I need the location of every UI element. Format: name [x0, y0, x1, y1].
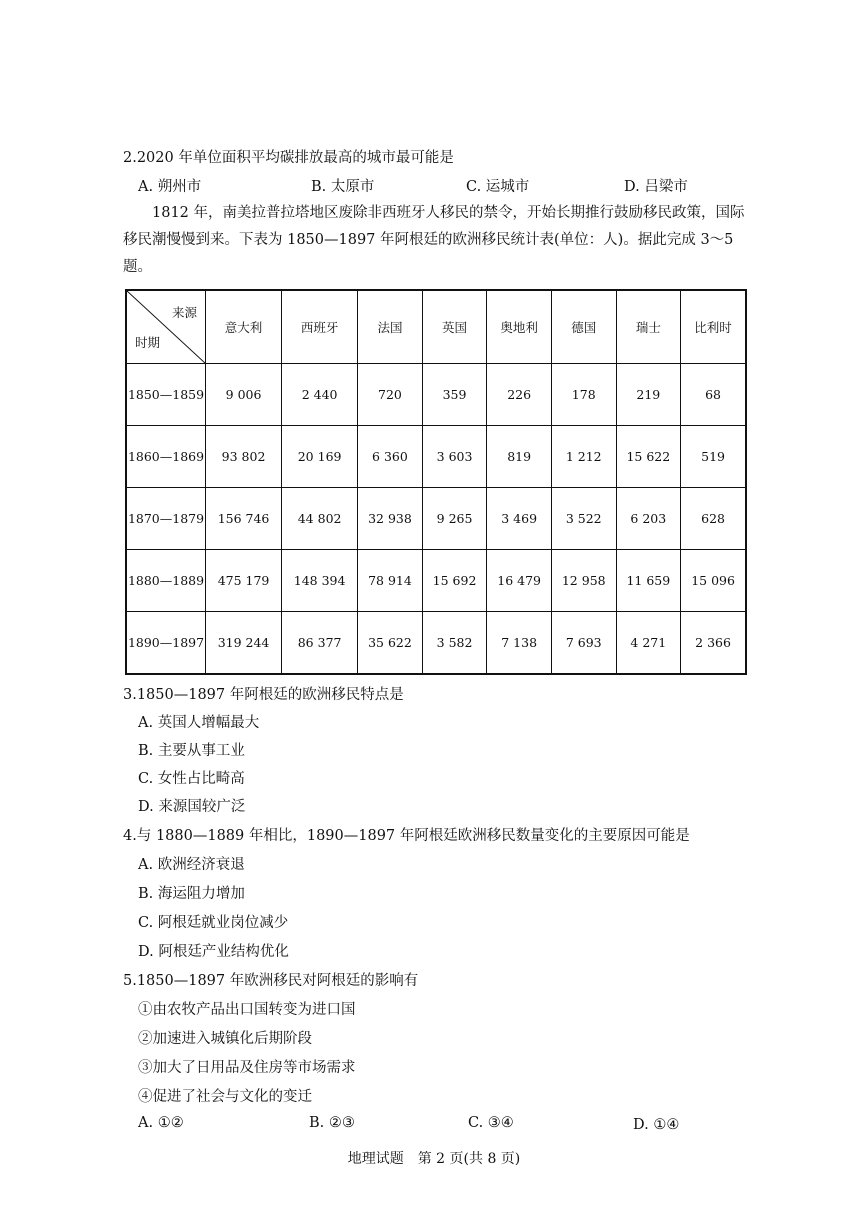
table-cell: 93 802	[206, 426, 282, 488]
table-cell: 219	[616, 364, 681, 426]
table-cell: 2 440	[282, 364, 358, 426]
table-cell: 35 622	[358, 612, 423, 674]
corner-period-label: 时期	[135, 335, 161, 350]
table-row	[126, 426, 746, 488]
table-cell: 78 914	[358, 550, 423, 612]
column-header: 法国	[358, 290, 423, 364]
table-cell: 3 469	[487, 488, 552, 550]
column-header: 意大利	[206, 290, 282, 364]
table-cell: 4 271	[616, 612, 681, 674]
table-cell: 32 938	[358, 488, 423, 550]
period-cell: 1890—1897	[126, 612, 206, 674]
column-header: 德国	[551, 290, 616, 364]
q5-option-a: A. ①②	[138, 1115, 184, 1131]
table-cell: 16 479	[487, 550, 552, 612]
column-header: 比利时	[681, 290, 746, 364]
table-cell: 15 692	[422, 550, 487, 612]
q2-option-d: D. 吕梁市	[624, 179, 688, 195]
diagonal-line	[127, 291, 205, 363]
table-cell: 12 958	[551, 550, 616, 612]
table-header-row	[126, 290, 746, 364]
q3-option-c: C. 女性占比畸高	[138, 771, 245, 787]
q2-option-c: C. 运城市	[466, 179, 530, 195]
column-header: 英国	[422, 290, 487, 364]
q5-item-1: ①由农牧产品出口国转变为进口国	[138, 1002, 356, 1018]
table-cell: 6 360	[358, 426, 423, 488]
q5-option-c: C. ③④	[468, 1115, 514, 1131]
table-cell: 475 179	[206, 550, 282, 612]
passage-text: 1812 年，南美拉普拉塔地区废除非西班牙人移民的禁令，开始长期推行鼓励移民政策，国际移民潮慢慢到来。下表为 1850—1897 年阿根廷的欧洲移民统计表(单位：人)。据此完成 3～5 题。	[123, 205, 745, 275]
table-cell: 9 006	[206, 364, 282, 426]
table-cell: 3 522	[551, 488, 616, 550]
column-header: 奥地利	[487, 290, 552, 364]
table-cell: 178	[551, 364, 616, 426]
q4-option-c: C. 阿根廷就业岗位减少	[138, 915, 289, 931]
table-cell: 6 203	[616, 488, 681, 550]
table-cell: 68	[681, 364, 746, 426]
table-cell: 226	[487, 364, 552, 426]
table-cell: 628	[681, 488, 746, 550]
q5-item-3: ③加大了日用品及住房等市场需求	[138, 1060, 356, 1076]
q5-option-b: B. ②③	[309, 1115, 355, 1131]
period-cell: 1860—1869	[126, 426, 206, 488]
q3-option-b: B. 主要从事工业	[138, 743, 245, 759]
table-cell: 7 693	[551, 612, 616, 674]
q4-option-b: B. 海运阻力增加	[138, 886, 245, 902]
table-cell: 359	[422, 364, 487, 426]
table-cell: 9 265	[422, 488, 487, 550]
q2-option-a: A. 朔州市	[138, 179, 202, 195]
question-5-stem: 5.1850—1897 年欧洲移民对阿根廷的影响有	[123, 973, 419, 989]
q4-option-d: D. 阿根廷产业结构优化	[138, 944, 289, 960]
table-cell: 319 244	[206, 612, 282, 674]
q3-option-a: A. 英国人增幅最大	[138, 715, 260, 731]
corner-source-label: 来源	[171, 305, 197, 320]
table-row	[126, 488, 746, 550]
table-cell: 20 169	[282, 426, 358, 488]
table-cell: 1 212	[551, 426, 616, 488]
table-cell: 819	[487, 426, 552, 488]
period-cell: 1880—1889	[126, 550, 206, 612]
question-3-stem: 3.1850—1897 年阿根廷的欧洲移民特点是	[123, 687, 404, 703]
table-cell: 3 603	[422, 426, 487, 488]
table-cell: 15 096	[681, 550, 746, 612]
table-cell: 519	[681, 426, 746, 488]
table-cell: 11 659	[616, 550, 681, 612]
table-cell: 86 377	[282, 612, 358, 674]
q5-item-4: ④促进了社会与文化的变迁	[138, 1089, 312, 1105]
q5-item-2: ②加速进入城镇化后期阶段	[138, 1031, 312, 1047]
table-cell: 7 138	[487, 612, 552, 674]
table-cell: 720	[358, 364, 423, 426]
table-cell: 15 622	[616, 426, 681, 488]
page-footer: 地理试题 第 2 页(共 8 页)	[347, 1151, 521, 1167]
table-corner-cell	[126, 290, 206, 364]
table-row	[126, 612, 746, 674]
column-header: 瑞士	[616, 290, 681, 364]
table-cell: 148 394	[282, 550, 358, 612]
q3-option-d: D. 来源国较广泛	[138, 799, 246, 815]
table-cell: 2 366	[681, 612, 746, 674]
table-cell: 156 746	[206, 488, 282, 550]
table-row	[126, 364, 746, 426]
period-cell: 1870—1879	[126, 488, 206, 550]
table-cell: 44 802	[282, 488, 358, 550]
column-header: 西班牙	[282, 290, 358, 364]
q4-option-a: A. 欧洲经济衰退	[138, 857, 245, 873]
table-row	[126, 550, 746, 612]
period-cell: 1850—1859	[126, 364, 206, 426]
q5-option-d: D. ①④	[633, 1117, 680, 1133]
q2-option-b: B. 太原市	[311, 179, 375, 195]
question-2-stem: 2.2020 年单位面积平均碳排放最高的城市最可能是	[123, 150, 454, 166]
question-4-stem: 4.与 1880—1889 年相比，1890—1897 年阿根廷欧洲移民数量变化的主要原因可能是	[123, 828, 690, 844]
table-cell: 3 582	[422, 612, 487, 674]
emigration-table	[125, 289, 747, 675]
